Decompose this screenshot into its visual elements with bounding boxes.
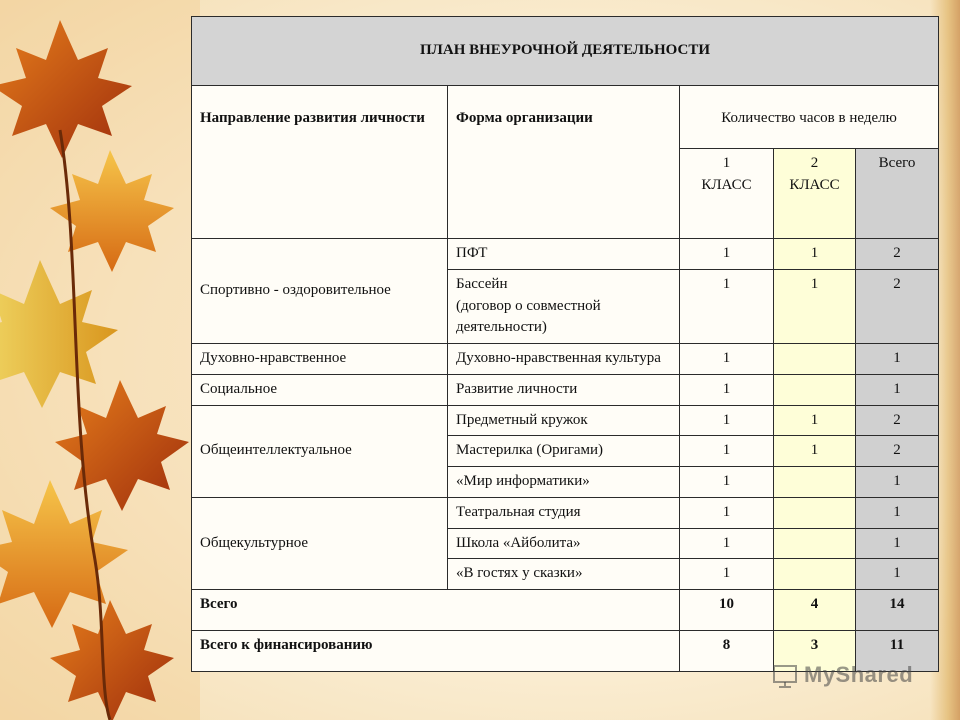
grade-1-hours: 1 <box>680 405 774 436</box>
totals-grade-2: 4 <box>774 590 856 631</box>
form-cell: Духовно-нравственная культура <box>448 344 680 375</box>
total-hours: 2 <box>856 269 939 343</box>
totals-label: Всего к финансированию <box>192 631 680 672</box>
header-grade-1-number: 1 <box>722 155 731 172</box>
form-cell: «В гостях у сказки» <box>448 559 680 590</box>
totals-grade-1: 8 <box>680 631 774 672</box>
table-row <box>192 497 939 528</box>
totals-row <box>192 590 939 631</box>
grade-1-hours: 1 <box>680 269 774 343</box>
table-row <box>192 374 939 405</box>
grade-2-hours <box>774 528 856 559</box>
grade-1-hours: 1 <box>680 239 774 270</box>
grade-2-hours <box>774 374 856 405</box>
direction-cell: Общеинтеллектуальное <box>192 405 448 497</box>
total-hours: 2 <box>856 239 939 270</box>
header-grade-2 <box>774 149 856 239</box>
grade-1-hours: 1 <box>680 374 774 405</box>
grade-1-hours: 1 <box>680 436 774 467</box>
plan-table-body <box>192 17 939 672</box>
totals-label: Всего <box>192 590 680 631</box>
grade-2-hours <box>774 467 856 498</box>
header-grade-2-number: 2 <box>810 155 819 172</box>
form-cell: Бассейн (договор о совместной деятельности) <box>448 269 680 343</box>
plan-title: ПЛАН ВНЕУРОЧНОЙ ДЕЯТЕЛЬНОСТИ <box>192 17 939 86</box>
totals-grade-1: 10 <box>680 590 774 631</box>
grade-2-hours <box>774 344 856 375</box>
title-row <box>192 17 939 86</box>
grade-2-hours <box>774 559 856 590</box>
header-grade-1 <box>680 149 774 239</box>
table-row <box>192 239 939 270</box>
total-hours: 2 <box>856 436 939 467</box>
header-total: Всего <box>856 149 939 239</box>
grade-1-hours: 1 <box>680 344 774 375</box>
header-grade-2-word: КЛАСС <box>789 176 840 193</box>
form-cell: Предметный кружок <box>448 405 680 436</box>
header-form: Форма организации <box>448 86 680 239</box>
form-cell: Развитие личности <box>448 374 680 405</box>
grade-1-hours: 1 <box>680 528 774 559</box>
header-row <box>192 86 939 149</box>
watermark <box>772 660 952 690</box>
direction-cell: Спортивно - оздоровительное <box>192 239 448 344</box>
table-row <box>192 344 939 375</box>
grade-1-hours: 1 <box>680 559 774 590</box>
direction-cell: Общекультурное <box>192 497 448 589</box>
header-direction: Направление развития личности <box>192 86 448 239</box>
direction-cell: Духовно-нравственное <box>192 344 448 375</box>
totals-total: 11 <box>856 631 939 672</box>
presentation-icon <box>772 662 798 688</box>
total-hours: 1 <box>856 467 939 498</box>
grade-2-hours <box>774 497 856 528</box>
form-cell: Театральная студия <box>448 497 680 528</box>
form-cell: Школа «Айболита» <box>448 528 680 559</box>
plan-table <box>191 16 939 672</box>
total-hours: 1 <box>856 528 939 559</box>
autumn-leaves-decoration <box>0 0 200 720</box>
form-cell: ПФТ <box>448 239 680 270</box>
grade-2-hours: 1 <box>774 239 856 270</box>
header-grade-1-word: КЛАСС <box>701 176 752 193</box>
grade-2-hours: 1 <box>774 405 856 436</box>
totals-grade-2: 3 <box>774 631 856 672</box>
grade-2-hours: 1 <box>774 436 856 467</box>
grade-2-hours: 1 <box>774 269 856 343</box>
total-hours: 1 <box>856 374 939 405</box>
table-row <box>192 405 939 436</box>
form-cell: «Мир информатики» <box>448 467 680 498</box>
header-hours: Количество часов в неделю <box>680 86 939 149</box>
grade-1-hours: 1 <box>680 497 774 528</box>
total-hours: 2 <box>856 405 939 436</box>
total-hours: 1 <box>856 559 939 590</box>
form-cell: Мастерилка (Оригами) <box>448 436 680 467</box>
total-hours: 1 <box>856 344 939 375</box>
direction-cell: Социальное <box>192 374 448 405</box>
grade-1-hours: 1 <box>680 467 774 498</box>
totals-total: 14 <box>856 590 939 631</box>
watermark-text: MyShared <box>804 662 914 687</box>
total-hours: 1 <box>856 497 939 528</box>
